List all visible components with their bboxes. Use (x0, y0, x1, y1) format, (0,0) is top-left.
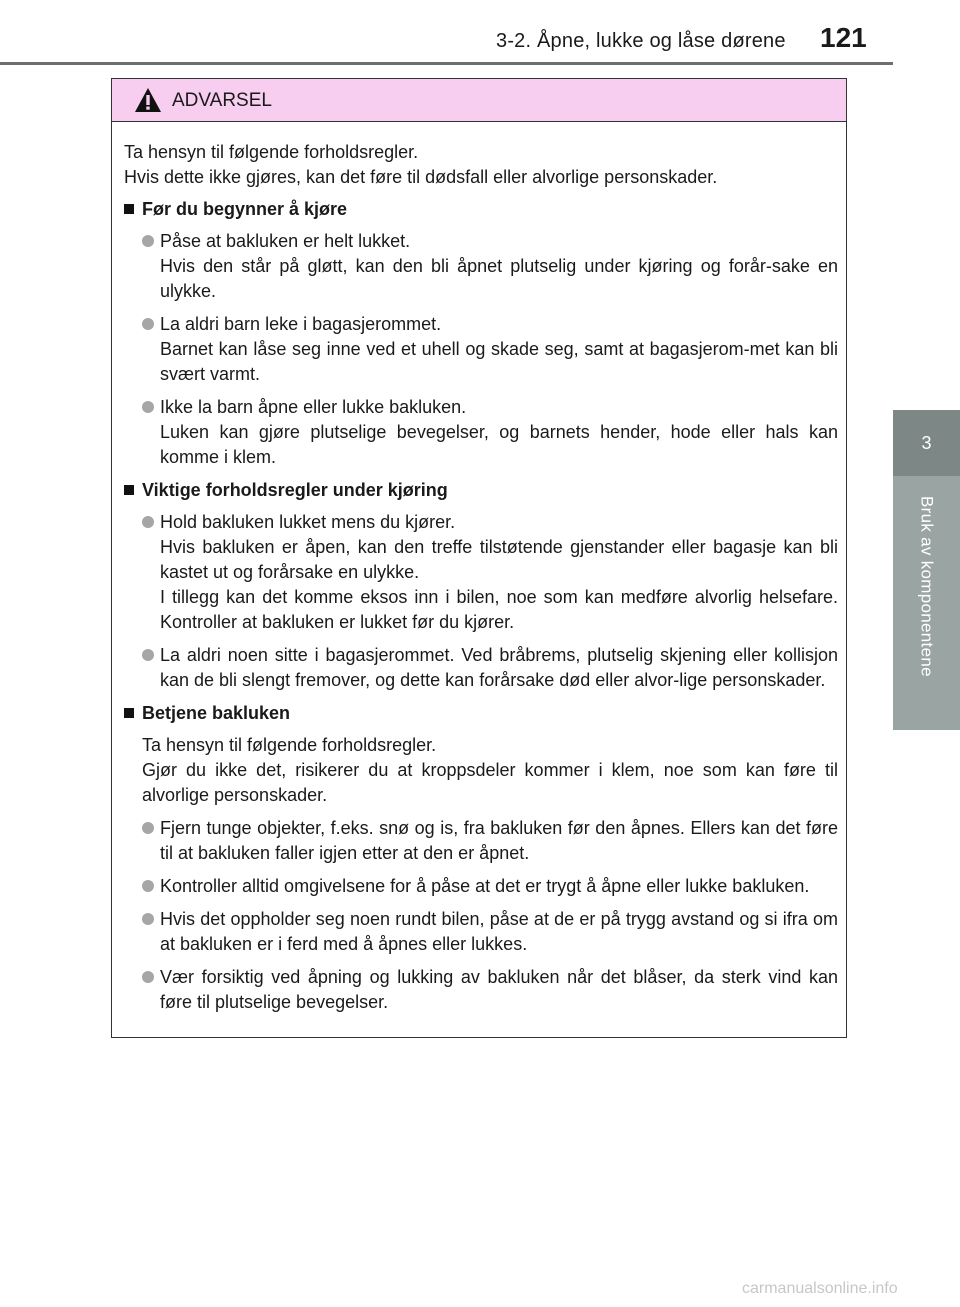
circle-bullet-icon (142, 822, 154, 834)
paragraph: Ta hensyn til følgende forholdsregler. Gjør du ikke det, risikerer du at kroppsdeler kommer i klem, noe som kan føre til alvorlige personskader. (142, 735, 838, 805)
list-item: Hvis det oppholder seg noen rundt bilen, påse at de er på trygg avstand og si ifra om at bakluken er i ferd med å åpnes eller lukkes. (124, 907, 838, 957)
circle-bullet-icon (142, 971, 154, 983)
circle-bullet-icon (142, 235, 154, 247)
section-title: 3-2. Åpne, lukke og låse dørene (496, 30, 786, 52)
square-bullet-icon (124, 485, 134, 495)
list-item: Påse at bakluken er helt lukket. Hvis den står på gløtt, kan den bli åpnet plutselig under kjøring og forår-sake en ulykke. (124, 229, 838, 304)
warning-header (112, 79, 846, 122)
list-item: Vær forsiktig ved åpning og lukking av bakluken når det blåser, da sterk vind kan føre til plutselige bevegelser. (124, 965, 838, 1015)
page-number: 121 (820, 22, 867, 53)
list-item: La aldri noen sitte i bagasjerommet. Ved bråbrems, plutselig skjening eller kollisjon kan de bli slengt fremover, og dette kan forårsake død eller alvor-lige personskader. (124, 643, 838, 693)
circle-bullet-icon (142, 401, 154, 413)
chapter-tab-label (893, 476, 960, 730)
square-bullet-icon (124, 204, 134, 214)
chapter-tab-label-text: Bruk av komponentene (917, 496, 937, 677)
circle-bullet-icon (142, 880, 154, 892)
circle-bullet-icon (142, 516, 154, 528)
circle-bullet-icon (142, 913, 154, 925)
list-item: Fjern tunge objekter, f.eks. snø og is, fra bakluken før den åpnes. Ellers kan det føre til at bakluken faller igjen etter at den er åpnet. (124, 816, 838, 866)
section-heading: Betjene bakluken (124, 701, 838, 726)
list-item: Hold bakluken lukket mens du kjører. Hvis bakluken er åpen, kan den treffe tilstøtende gjenstander eller bagasje kan bli kastet ut og forårsake en ulykke. I tillegg kan det komme eksos inn i bilen, noe som kan medføre alvorlig helsefare. Kontroller at bakluken er lukket før du kjører. (124, 510, 838, 635)
section-heading: Før du begynner å kjøre (124, 197, 838, 222)
circle-bullet-icon (142, 318, 154, 330)
section-heading: Viktige forholdsregler under kjøring (124, 478, 838, 503)
warning-body (112, 122, 846, 1015)
circle-bullet-icon (142, 649, 154, 661)
watermark: carmanualsonline.info (742, 1280, 898, 1297)
list-item: Kontroller alltid omgivelsene for å påse at det er trygt å åpne eller lukke bakluken. (124, 874, 838, 899)
list-item: La aldri barn leke i bagasjerommet. Barnet kan låse seg inne ved et uhell og skade seg, samt at bagasjerom-met kan bli svært varmt. (124, 312, 838, 387)
intro-line: Ta hensyn til følgende forholdsregler. (124, 142, 419, 162)
header-rule (0, 62, 893, 65)
warning-title: ADVARSEL (172, 90, 272, 111)
intro-line: Hvis dette ikke gjøres, kan det føre til dødsfall eller alvorlige personskader. (124, 167, 718, 187)
warning-triangle-icon (134, 87, 162, 113)
square-bullet-icon (124, 708, 134, 718)
warning-box (111, 78, 847, 1038)
list-item: Ikke la barn åpne eller lukke bakluken. Luken kan gjøre plutselige bevegelser, og barnets hender, hode eller hals kan komme i klem. (124, 395, 838, 470)
chapter-tab-number: 3 (893, 410, 960, 476)
